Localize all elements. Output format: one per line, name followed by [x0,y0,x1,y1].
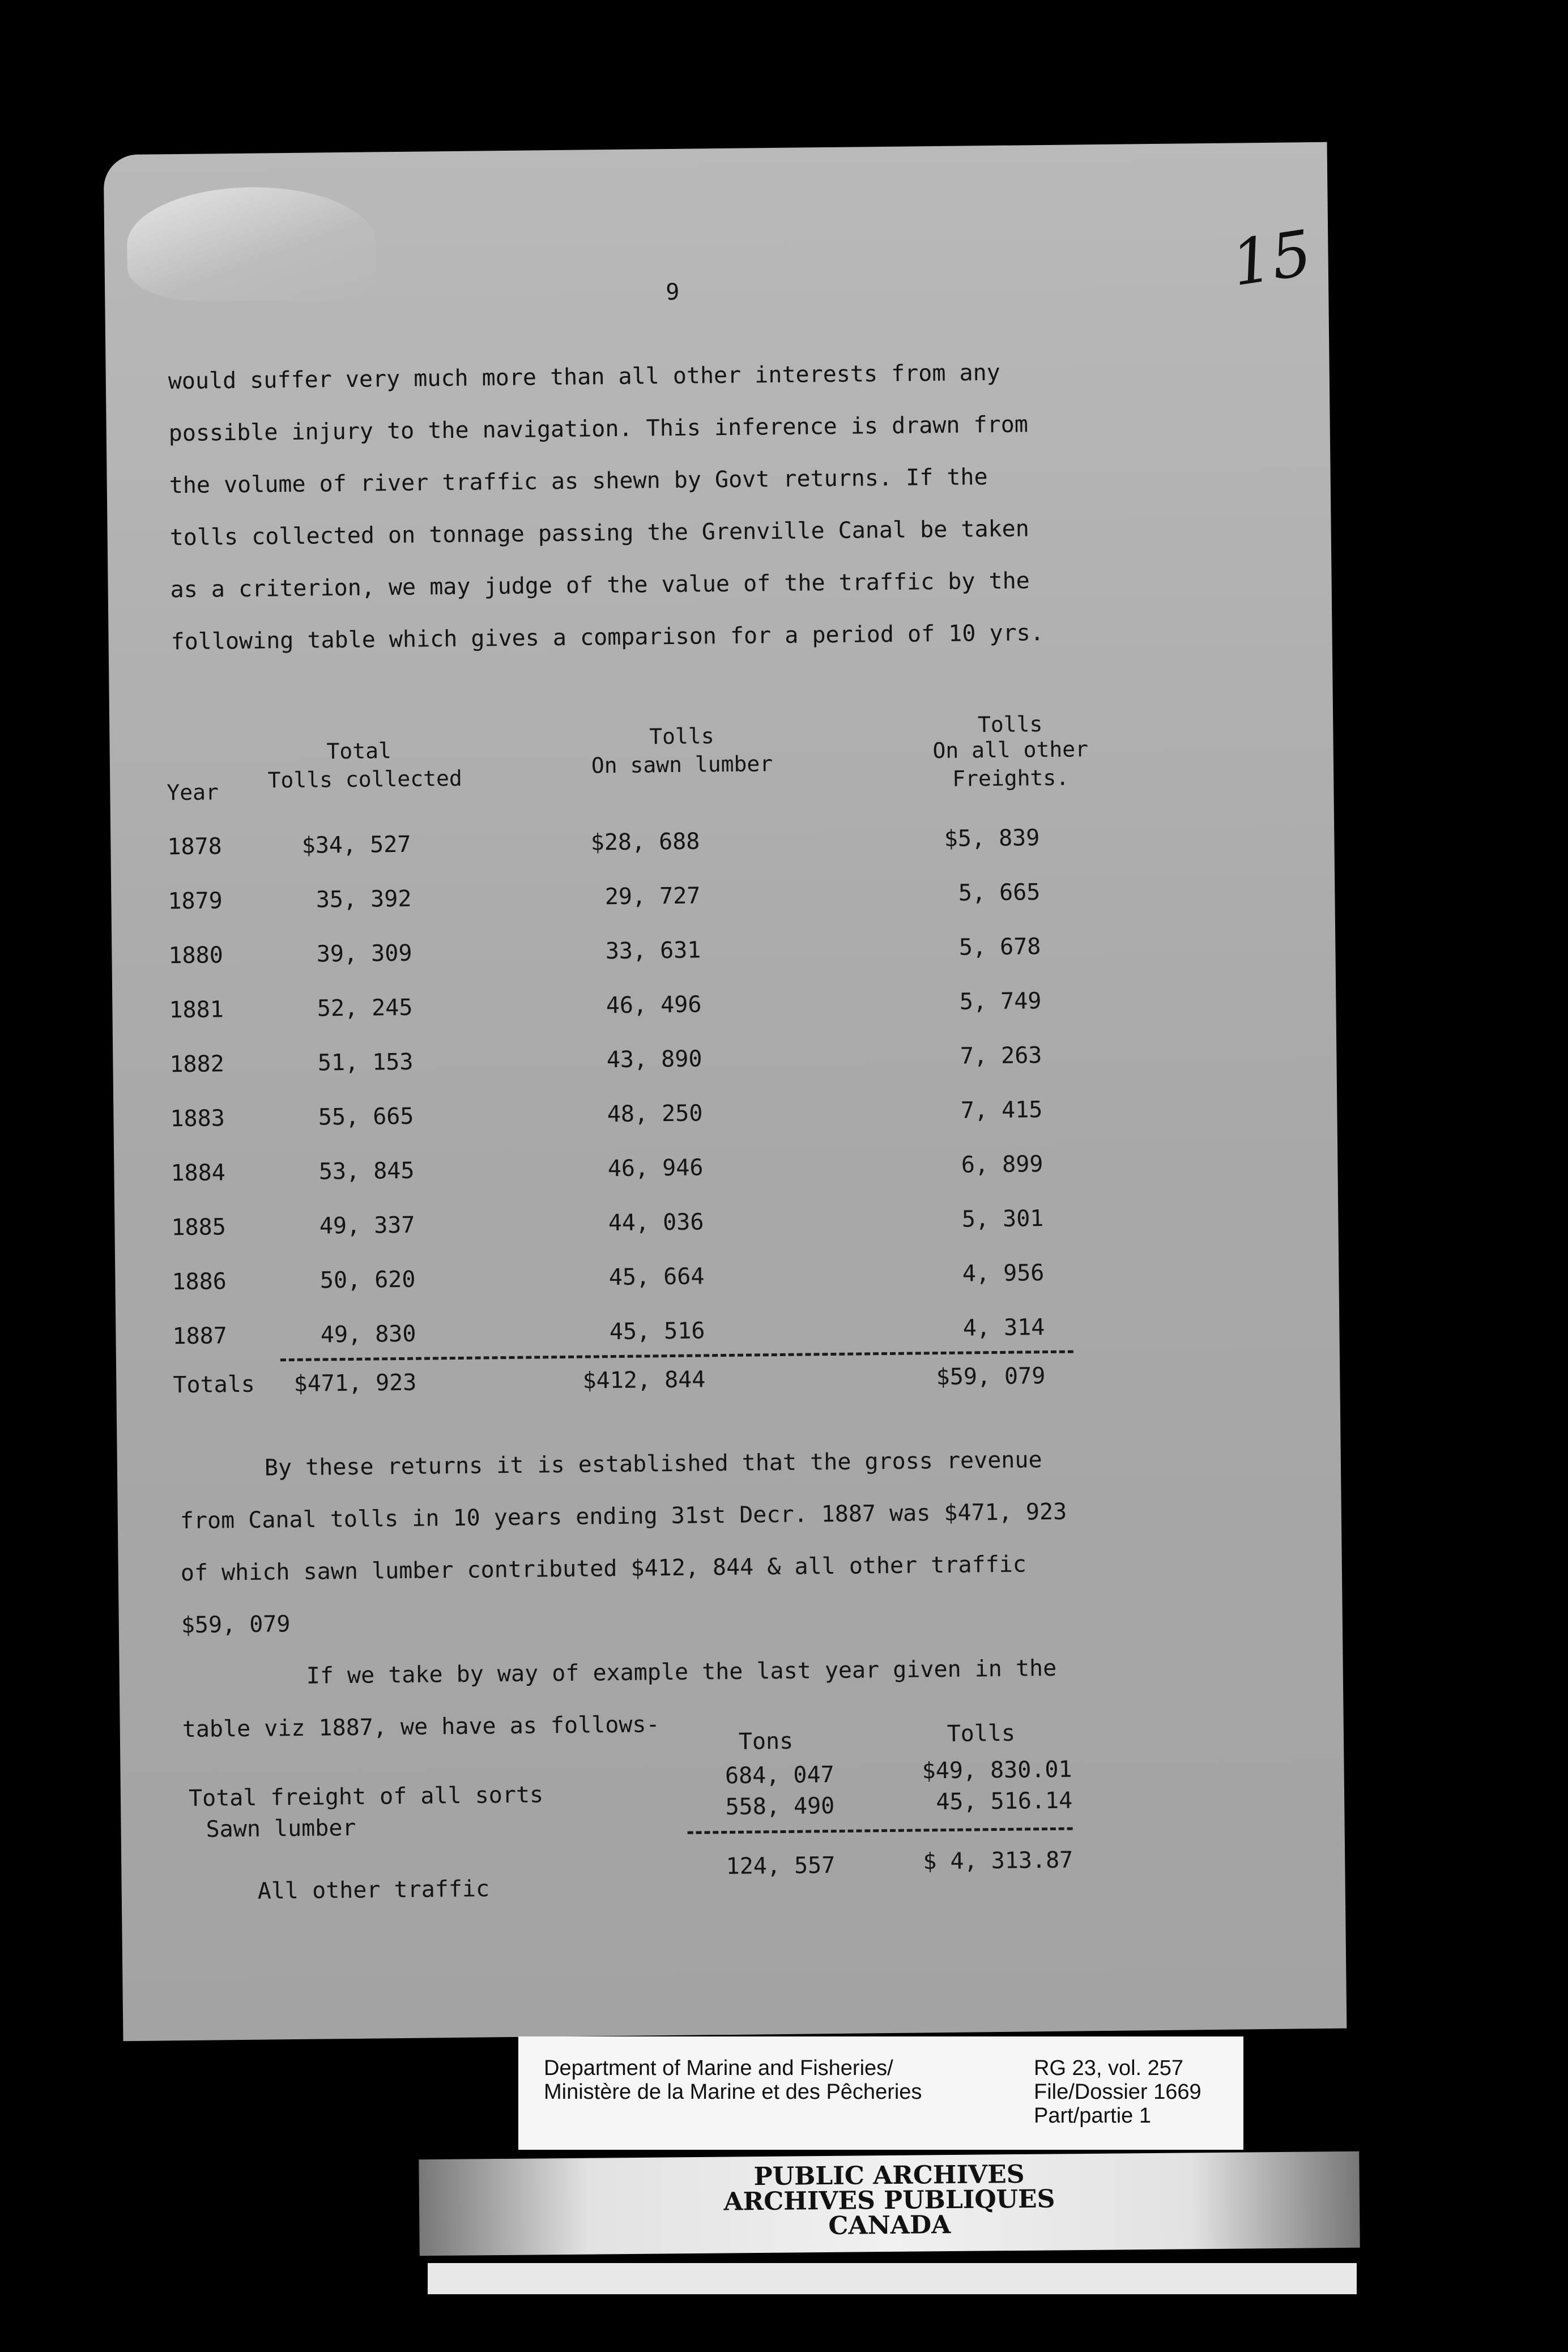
cell-other: 6, 899 [961,1151,1043,1178]
cell-sawn: 46, 946 [607,1154,704,1182]
cell-year: 1881 [169,996,224,1024]
cell-sawn: 29, 727 [604,883,701,910]
example-tons: 558, 490 [725,1793,835,1821]
cell-total: 55, 665 [318,1103,414,1131]
cell-total: 49, 337 [319,1212,415,1239]
table-row [112,985,1336,1032]
totals-row [116,1360,1340,1407]
example-label: All other traffic [257,1876,490,1904]
cell-sawn: $28, 688 [590,828,700,856]
example-rule [688,1827,1073,1834]
intro-line: as a criterion, we may judge of the value of the traffic by the [170,568,1030,603]
totals-sawn: $412, 844 [582,1366,706,1394]
table-row [113,1094,1337,1141]
stamp-line: ARCHIVES PUBLIQUES [723,2184,1055,2217]
cell-year: 1884 [171,1160,226,1187]
document-page [104,142,1347,2041]
table-row [114,1148,1338,1195]
totals-total: $471, 923 [293,1369,417,1397]
intro-line: tolls collected on tonnage passing the Grenville Canal be taken [169,515,1030,551]
torn-corner [126,186,377,302]
cell-sawn: 45, 664 [608,1263,705,1291]
reference-line: Part/partie 1 [1034,2104,1151,2128]
table-row [110,822,1335,869]
closing-line: of which sawn lumber contributed $412, 844 & all other traffic [180,1551,1027,1587]
header-other-3: Freights. [952,765,1070,791]
cell-other: 7, 263 [960,1042,1042,1070]
cell-year: 1887 [172,1323,228,1350]
film-strip [428,2263,1357,2294]
cell-total: 49, 830 [320,1320,416,1348]
page-number: 9 [665,279,680,306]
intro-line: following table which gives a comparison for a period of 10 yrs. [171,620,1045,655]
table-row [115,1257,1339,1304]
department-line: Ministère de la Marine et des Pêcheries [544,2080,922,2104]
table-row [112,931,1336,978]
cell-sawn: 46, 496 [606,991,702,1019]
header-year: Year [167,779,219,806]
cell-total: 50, 620 [319,1266,416,1294]
closing-line: table viz 1887, we have as follows- [182,1711,660,1743]
cell-year: 1879 [168,888,223,915]
cell-sawn: 43, 890 [606,1046,702,1073]
cell-sawn: 33, 631 [605,937,701,965]
example-tolls: 45, 516.14 [936,1787,1073,1816]
example-label: Sawn lumber [206,1814,356,1843]
cell-total: 52, 245 [317,994,413,1022]
example-tons-header: Tons [738,1728,794,1755]
cell-other: $5, 839 [944,825,1040,852]
cell-total: 35, 392 [316,885,412,913]
intro-line: possible injury to the navigation. This inference is drawn from [168,411,1029,447]
totals-other: $59, 079 [936,1363,1046,1391]
cell-other: 5, 301 [961,1205,1044,1233]
cell-other: 5, 749 [959,988,1042,1015]
cell-year: 1880 [168,942,223,969]
cell-year: 1883 [170,1105,225,1132]
closing-line: If we take by way of example the last year given in the [306,1655,1057,1689]
cell-total: 53, 845 [318,1157,415,1185]
table-row [113,1039,1337,1086]
cell-other: 5, 678 [958,934,1041,961]
example-tolls: $ 4, 313.87 [923,1847,1073,1875]
reference-text [1034,2056,1201,2128]
cell-sawn: 45, 516 [609,1318,705,1345]
example-tolls-header: Tolls [947,1720,1016,1747]
table-row [114,1203,1339,1250]
cell-other: 4, 314 [962,1314,1045,1341]
intro-line: would suffer very much more than all other interests from any [168,359,1000,395]
header-total-2: Tolls collected [267,765,462,793]
example-tons: 684, 047 [725,1762,834,1789]
totals-label: Totals [173,1371,255,1399]
cell-total: 51, 153 [317,1049,414,1076]
archives-stamp [419,2151,1360,2256]
cell-year: 1886 [172,1268,227,1296]
closing-paragraph [179,1431,1293,1756]
example-tolls: $49, 830.01 [922,1756,1072,1784]
header-sawn-1: Tolls [649,723,714,749]
closing-line: By these returns it is established that the gross revenue [264,1447,1042,1481]
header-sawn-2: On sawn lumber [591,751,773,778]
closing-line: $59, 079 [181,1611,291,1639]
closing-line: from Canal tolls in 10 years ending 31st Decr. 1887 was $471, 923 [180,1498,1067,1535]
archive-label [518,2036,1243,2150]
header-total-1: Total [326,738,392,764]
header-other-1: Tolls [977,711,1043,738]
intro-paragraph [168,344,1281,668]
handwritten-page-number: 15 [1226,216,1316,300]
example-label: Total freight of all sorts [188,1782,544,1812]
stamp-line: CANADA [828,2210,951,2240]
cell-other: 4, 956 [962,1260,1045,1287]
cell-total: $34, 527 [301,831,411,859]
cell-year: 1882 [169,1051,225,1078]
reference-line: File/Dossier 1669 [1034,2080,1201,2104]
intro-line: the volume of river traffic as shewn by Govt returns. If the [169,464,988,499]
cell-other: 5, 665 [958,879,1041,906]
header-other-2: On all other [932,736,1089,764]
cell-sawn: 44, 036 [608,1209,704,1237]
cell-other: 7, 415 [960,1097,1043,1124]
stamp-line: PUBLIC ARCHIVES [753,2159,1025,2192]
cell-total: 39, 309 [316,940,412,968]
cell-year: 1878 [167,833,222,860]
table-row [116,1311,1340,1358]
department-text [544,2056,922,2104]
cell-sawn: 48, 250 [607,1100,703,1128]
reference-line: RG 23, vol. 257 [1034,2056,1184,2080]
department-line: Department of Marine and Fisheries/ [544,2056,893,2080]
example-tons: 124, 557 [726,1852,836,1880]
cell-year: 1885 [171,1214,227,1241]
table-row [111,876,1335,923]
